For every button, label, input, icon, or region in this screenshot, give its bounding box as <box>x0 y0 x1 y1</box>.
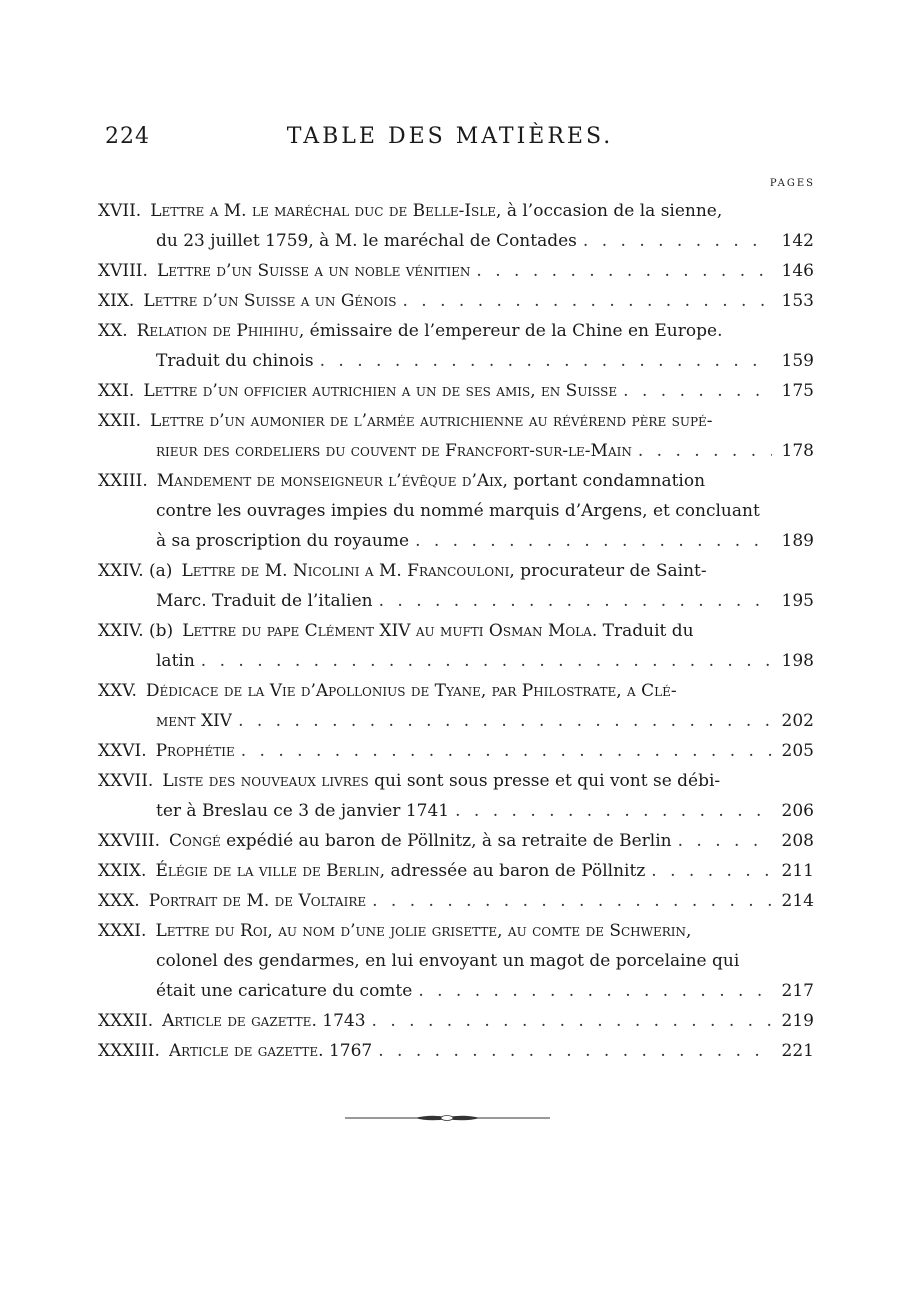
page-number: 224 <box>105 124 150 149</box>
toc-entry-line <box>98 856 814 886</box>
toc-entry-heading: Lettre du pape Clément XIV au mufti Osman Mola. <box>182 621 598 641</box>
toc-page-number: 159 <box>781 351 814 371</box>
toc-entry-text <box>156 646 195 676</box>
toc-entry-line <box>98 406 814 436</box>
toc-entry-line <box>98 346 814 376</box>
toc-page-number: 198 <box>781 651 814 671</box>
toc-entry-heading: Article de gazette. <box>168 1041 324 1061</box>
page-title: TABLE DES MATIÈRES. <box>286 124 614 149</box>
dot-leader <box>235 736 772 766</box>
toc-entry-heading: Portrait de M. de Voltaire <box>148 891 367 911</box>
dot-leader <box>366 1006 772 1036</box>
toc-page-number: 214 <box>781 891 814 911</box>
toc-entry-number: XXXII. <box>98 1011 154 1031</box>
toc-entry-heading: Prophétie <box>155 741 235 761</box>
toc-entry-line <box>98 796 814 826</box>
toc-entry <box>98 676 814 736</box>
toc-entry-number: XXV. <box>98 681 137 701</box>
toc-entry-text <box>182 616 693 646</box>
dot-leader <box>314 346 772 376</box>
toc-entry-text <box>169 1036 372 1066</box>
toc-entry-heading: Lettre du Roi, au nom d’une jolie grisette, au comte de Schwerin, <box>155 921 692 941</box>
toc-entry <box>98 616 814 676</box>
dot-leader <box>617 376 772 406</box>
toc-entry-body: du 23 juillet 1759, à M. le maréchal de Contades <box>156 231 577 251</box>
toc-entry-number: XXX. <box>98 891 140 911</box>
toc-entry-text <box>156 526 409 556</box>
toc-entry-text <box>157 256 470 286</box>
toc-entry-body: procurateur de Saint- <box>514 561 707 581</box>
toc-entry-number: XXIV. (a) <box>98 561 173 581</box>
toc-entry-text <box>181 556 706 586</box>
toc-page-number: 208 <box>781 831 814 851</box>
toc-entry-text <box>149 886 366 916</box>
toc-entry-body: adressée au baron de Pöllnitz <box>385 861 646 881</box>
toc-page-number: 211 <box>781 861 814 881</box>
toc-entry-line <box>98 556 814 586</box>
toc-entry-line <box>98 316 814 346</box>
toc-entry-text <box>156 946 739 976</box>
toc-entry-heading: rieur des cordeliers du couvent de Francfort-sur-le-Main <box>156 441 632 461</box>
toc-entry-number: XXIX. <box>98 861 147 881</box>
toc-entry-body: Traduit du chinois <box>156 351 314 371</box>
toc-entry-line <box>98 586 814 616</box>
toc-entry-text <box>146 676 677 706</box>
toc-entry-heading: Élégie de la ville de Berlin, <box>155 861 386 881</box>
toc-entry-text <box>157 466 705 496</box>
toc-entry <box>98 1036 814 1066</box>
toc-entry-heading: Liste des nouveaux livres <box>162 771 369 791</box>
dot-leader <box>645 856 772 886</box>
dot-leader <box>577 226 772 256</box>
toc-entry-body: colonel des gendarmes, en lui envoyant un magot de porcelaine qui <box>156 951 740 971</box>
toc-page-number: 195 <box>781 591 814 611</box>
toc-entry-number: XXVII. <box>98 771 154 791</box>
toc-entry-line <box>98 886 814 916</box>
toc-entry-heading: Congé <box>169 831 221 851</box>
toc-entry-body: ter à Breslau ce 3 de janvier 1741 <box>156 801 450 821</box>
toc-entry-heading: Lettre de M. Nicolini a M. Francouloni, <box>181 561 515 581</box>
toc-entry-line <box>98 646 814 676</box>
dot-leader <box>396 286 772 316</box>
toc-entry <box>98 1006 814 1036</box>
toc-entry-line <box>98 706 814 736</box>
toc-entry <box>98 256 814 286</box>
dot-leader <box>372 1036 772 1066</box>
pages-column-label: PAGES <box>769 178 815 189</box>
toc-entry-number: XIX. <box>98 291 135 311</box>
toc-entry-text <box>150 406 712 436</box>
dot-leader <box>366 886 772 916</box>
toc-entry-heading: Lettre a M. le maréchal duc de Belle-Isle, <box>150 201 502 221</box>
toc-entry-text <box>155 856 645 886</box>
toc-entry-number: XVIII. <box>98 261 148 281</box>
toc-entry-line <box>98 256 814 286</box>
toc-entry-text <box>143 286 396 316</box>
toc-entry-text <box>162 1006 365 1036</box>
toc-entry-body: 1767 <box>323 1041 373 1061</box>
toc-entry-text <box>156 796 449 826</box>
toc-entry <box>98 316 814 376</box>
toc-entry-heading: Mandement de monseigneur l’évêque d’Aix, <box>156 471 508 491</box>
dot-leader <box>232 706 772 736</box>
toc-entry-line <box>98 1036 814 1066</box>
toc-entry-number: XXIV. (b) <box>98 621 174 641</box>
toc-entry-text <box>143 376 617 406</box>
toc-page-number: 175 <box>781 381 814 401</box>
toc-page-number: 202 <box>781 711 814 731</box>
dot-leader <box>470 256 772 286</box>
toc-page-number: 153 <box>781 291 814 311</box>
table-of-contents <box>98 196 814 1066</box>
toc-entry-text <box>156 586 373 616</box>
toc-entry-line <box>98 916 814 946</box>
toc-entry-heading: Lettre d’un Suisse a un noble vénitien <box>156 261 471 281</box>
toc-page-number: 146 <box>781 261 814 281</box>
dot-leader <box>672 826 772 856</box>
toc-page-number: 206 <box>781 801 814 821</box>
toc-entry-body: expédié au baron de Pöllnitz, à sa retraite de Berlin <box>220 831 672 851</box>
toc-entry-number: XVII. <box>98 201 142 221</box>
toc-entry <box>98 286 814 316</box>
toc-entry-heading: Relation de Phihihu, <box>136 321 305 341</box>
toc-entry-line <box>98 226 814 256</box>
toc-entry-line <box>98 946 814 976</box>
toc-entry-text <box>156 226 577 256</box>
toc-page-number: 221 <box>781 1041 814 1061</box>
toc-entry-text <box>156 736 235 766</box>
toc-entry-text <box>156 346 314 376</box>
toc-entry-body: latin <box>156 651 195 671</box>
toc-entry-heading: Article de gazette. <box>162 1011 317 1031</box>
toc-page-number: 178 <box>781 441 814 461</box>
toc-entry-text <box>162 766 720 796</box>
toc-entry-number: XXVIII. <box>98 831 161 851</box>
toc-page-number: 219 <box>781 1011 814 1031</box>
toc-page-number: 189 <box>781 531 814 551</box>
toc-entry-heading: Lettre d’un Suisse a un Génois <box>143 291 397 311</box>
toc-entry <box>98 376 814 406</box>
toc-entry-line <box>98 736 814 766</box>
toc-page-number: 142 <box>781 231 814 251</box>
toc-entry-line <box>98 676 814 706</box>
toc-entry-body: à l’occasion de la sienne, <box>501 201 723 221</box>
toc-entry-line <box>98 436 814 466</box>
toc-entry-body: à sa proscription du royaume <box>156 531 410 551</box>
dot-leader <box>409 526 772 556</box>
toc-entry-text <box>169 826 672 856</box>
toc-entry-line <box>98 286 814 316</box>
dot-leader <box>412 976 772 1006</box>
toc-entry-number: XXIII. <box>98 471 148 491</box>
toc-entry-line <box>98 976 814 1006</box>
toc-entry <box>98 406 814 466</box>
toc-entry-line <box>98 526 814 556</box>
toc-entry <box>98 886 814 916</box>
toc-entry-body: émissaire de l’empereur de la Chine en Europe. <box>304 321 723 341</box>
dot-leader <box>373 586 772 616</box>
dot-leader <box>449 796 772 826</box>
dot-leader <box>195 646 772 676</box>
toc-entry-text <box>156 976 412 1006</box>
ornament-divider-icon <box>345 1110 550 1126</box>
toc-entry-line <box>98 1006 814 1036</box>
toc-entry-heading: Lettre d’un officier autrichien a un de ses amis, en Suisse <box>143 381 618 401</box>
toc-page-number: 217 <box>781 981 814 1001</box>
toc-entry-number: XXXIII. <box>98 1041 160 1061</box>
dot-leader <box>632 436 772 466</box>
toc-entry-body: Marc. Traduit de l’italien <box>156 591 373 611</box>
toc-entry <box>98 736 814 766</box>
toc-entry-number: XXXI. <box>98 921 147 941</box>
toc-entry-text <box>156 436 632 466</box>
toc-entry-line <box>98 616 814 646</box>
toc-entry-line <box>98 766 814 796</box>
toc-entry-text <box>156 496 760 526</box>
toc-entry-text <box>155 916 691 946</box>
toc-entry-number: XX. <box>98 321 128 341</box>
toc-entry-line <box>98 496 814 526</box>
toc-entry-body: qui sont sous presse et qui vont se débi- <box>368 771 721 791</box>
toc-entry-text <box>150 196 722 226</box>
toc-entry-line <box>98 196 814 226</box>
toc-entry <box>98 826 814 856</box>
toc-entry-line <box>98 826 814 856</box>
toc-entry-line <box>98 376 814 406</box>
toc-entry <box>98 856 814 886</box>
toc-entry-heading: Lettre d’un aumonier de l’armée autrichienne au révérend père supé- <box>150 411 713 431</box>
toc-entry <box>98 196 814 256</box>
toc-entry-body: portant condamnation <box>507 471 706 491</box>
toc-entry <box>98 466 814 556</box>
toc-entry-number: XXI. <box>98 381 135 401</box>
toc-entry-number: XXVI. <box>98 741 147 761</box>
toc-page-number: 205 <box>781 741 814 761</box>
toc-entry-number: XXII. <box>98 411 142 431</box>
toc-entry-heading: Dédicace de la Vie d’Apollonius de Tyane, par Philostrate, a Clé- <box>145 681 677 701</box>
toc-entry <box>98 916 814 1006</box>
toc-entry <box>98 556 814 616</box>
toc-entry-body: contre les ouvrages impies du nommé marquis d’Argens, et concluant <box>156 501 760 521</box>
toc-entry-text <box>137 316 723 346</box>
toc-entry <box>98 766 814 826</box>
toc-entry-body: était une caricature du comte <box>156 981 413 1001</box>
toc-entry-heading: ment XIV <box>156 711 233 731</box>
toc-entry-text <box>156 706 232 736</box>
toc-entry-line <box>98 466 814 496</box>
toc-entry-body: 1743 <box>316 1011 366 1031</box>
toc-entry-body: Traduit du <box>597 621 694 641</box>
